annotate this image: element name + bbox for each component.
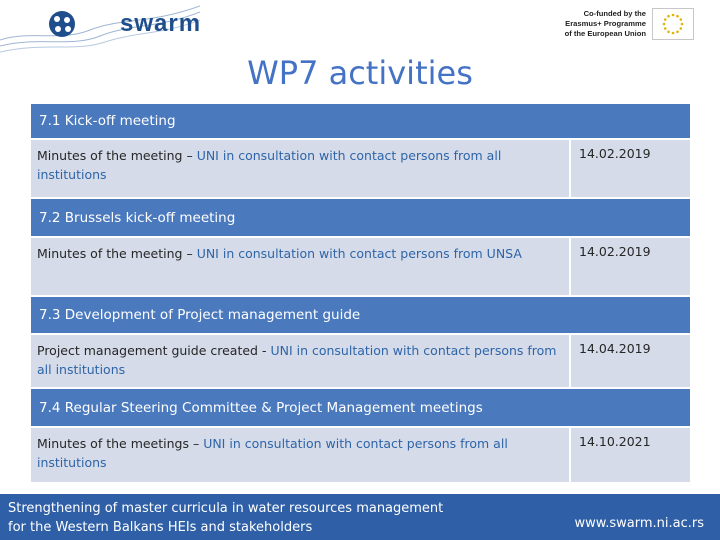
eu-line-2: Erasmus+ Programme bbox=[565, 19, 646, 28]
swarm-logo bbox=[38, 4, 202, 44]
eu-flag-icon bbox=[652, 8, 694, 40]
description-prefix: Project management guide created - bbox=[37, 343, 271, 358]
activity-date: 14.10.2021 bbox=[579, 434, 651, 449]
table-row bbox=[31, 335, 690, 389]
section-header-7-2: 7.2 Brussels kick-off meeting bbox=[31, 199, 690, 238]
page-title: WP7 activities bbox=[247, 54, 473, 92]
activities-table bbox=[31, 104, 690, 484]
description-highlight: UNI in consultation with contact persons from all institutions bbox=[37, 148, 502, 182]
footer-url-link[interactable]: www.swarm.ni.ac.rs bbox=[574, 516, 704, 531]
activity-description bbox=[31, 335, 571, 387]
eu-funding-text bbox=[560, 9, 646, 39]
footer-line-1: Strengthening of master curricula in water resources management bbox=[8, 501, 444, 516]
activity-description bbox=[31, 140, 571, 197]
section-header-7-4: 7.4 Regular Steering Committee & Project Management meetings bbox=[31, 389, 690, 428]
footer-project-title bbox=[8, 499, 468, 537]
section-header-7-3: 7.3 Development of Project management guide bbox=[31, 297, 690, 335]
eu-line-1: Co-funded by the bbox=[583, 9, 646, 18]
activity-description bbox=[31, 428, 571, 482]
description-prefix: Minutes of the meeting – bbox=[37, 148, 197, 163]
description-highlight: UNI in consultation with contact persons from all institutions bbox=[37, 343, 557, 377]
section-header-7-1: 7.1 Kick-off meeting bbox=[31, 104, 690, 140]
table-row bbox=[31, 140, 690, 199]
activity-description bbox=[31, 238, 571, 295]
footer-line-2: for the Western Balkans HEIs and stakeholders bbox=[8, 520, 313, 535]
activity-date: 14.04.2019 bbox=[579, 341, 651, 356]
description-highlight: UNI in consultation with contact persons from all institutions bbox=[37, 436, 508, 470]
description-prefix: Minutes of the meeting – bbox=[37, 246, 197, 261]
eu-line-3: of the European Union bbox=[564, 29, 646, 38]
eu-funding-badge bbox=[560, 8, 690, 40]
logo-text: swarm bbox=[120, 10, 202, 37]
activity-date: 14.02.2019 bbox=[579, 146, 651, 161]
table-row bbox=[31, 238, 690, 297]
description-prefix: Minutes of the meetings – bbox=[37, 436, 204, 451]
description-highlight: UNI in consultation with contact persons from UNSA bbox=[196, 246, 522, 261]
activity-date: 14.02.2019 bbox=[579, 244, 651, 259]
table-row bbox=[31, 428, 690, 484]
